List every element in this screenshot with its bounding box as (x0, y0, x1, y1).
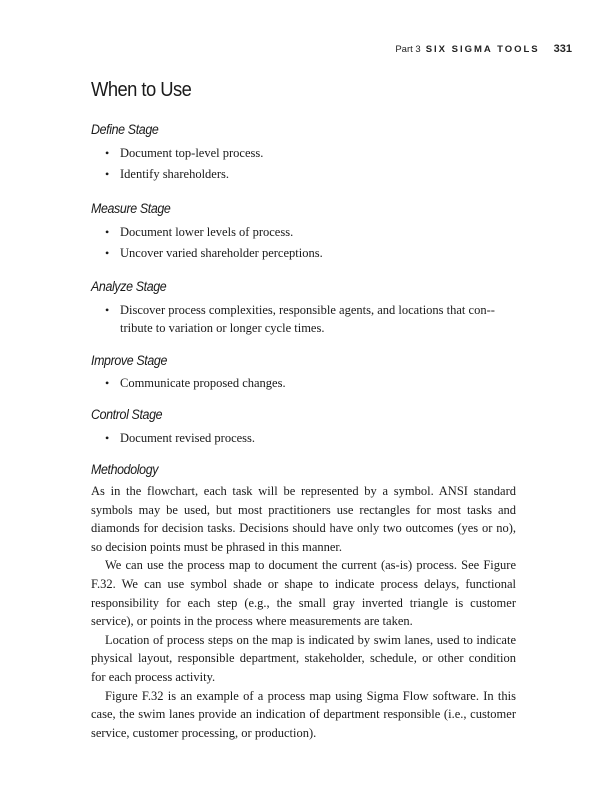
list-item: • Document revised process. (91, 429, 516, 447)
improve-stage-list (91, 374, 516, 392)
list-item: • Document lower levels of process. (91, 223, 516, 241)
section-label: SIX SIGMA TOOLS (425, 44, 540, 55)
methodology-paragraph: Figure F.32 is an example of a process map using Sigma Flow software. In this case, the swim lanes provide an indication of department responsible (i.e., customer service, customer processing, or production). (91, 688, 516, 740)
list-item: • Discover process complexities, responsible agents, and locations that con-tribute to variation or longer cycle times. (91, 301, 516, 337)
methodology-paragraph: As in the flowchart, each task will be represented by a symbol. ANSI standard symbols may be used, but most practitioners use rectangles for most tasks and diamonds for decision tasks. Decisions should have only two outcomes (yes or no), so decision points must be phrased in this manner. (91, 484, 516, 554)
methodology-heading: Methodology (91, 462, 159, 477)
list-item: • Uncover varied shareholder perceptions. (91, 244, 516, 262)
control-stage-list (91, 429, 516, 447)
improve-stage-heading: Improve Stage (91, 353, 168, 368)
part-label: Part 3 (395, 44, 421, 55)
analyze-stage-list (91, 301, 516, 337)
running-head (395, 43, 572, 55)
list-item: • Identify shareholders. (91, 165, 516, 183)
define-stage-heading: Define Stage (91, 122, 159, 137)
page-number: 331 (553, 43, 572, 55)
methodology-paragraph: Location of process steps on the map is indicated by swim lanes, used to indicate physical layout, responsible department, stakeholder, schedule, or other condition for each process activity. (91, 632, 516, 684)
methodology-paragraph: We can use the process map to document the current (as-is) process. See Figure F.32. We can use symbol shade or shape to indicate process delays, functional responsibility for each step (e.g., the small gray inverted triangle is customer service), or points in the process where measurements are taken. (91, 558, 516, 629)
list-item: • Document top-level process. (91, 144, 516, 162)
measure-stage-heading: Measure Stage (91, 201, 171, 216)
analyze-stage-heading: Analyze Stage (91, 279, 167, 294)
measure-stage-list (91, 223, 516, 262)
list-item: • Communicate proposed changes. (91, 374, 516, 392)
page-title: When to Use (91, 79, 192, 101)
methodology-body (91, 482, 516, 742)
control-stage-heading: Control Stage (91, 407, 163, 422)
define-stage-list (91, 144, 516, 183)
